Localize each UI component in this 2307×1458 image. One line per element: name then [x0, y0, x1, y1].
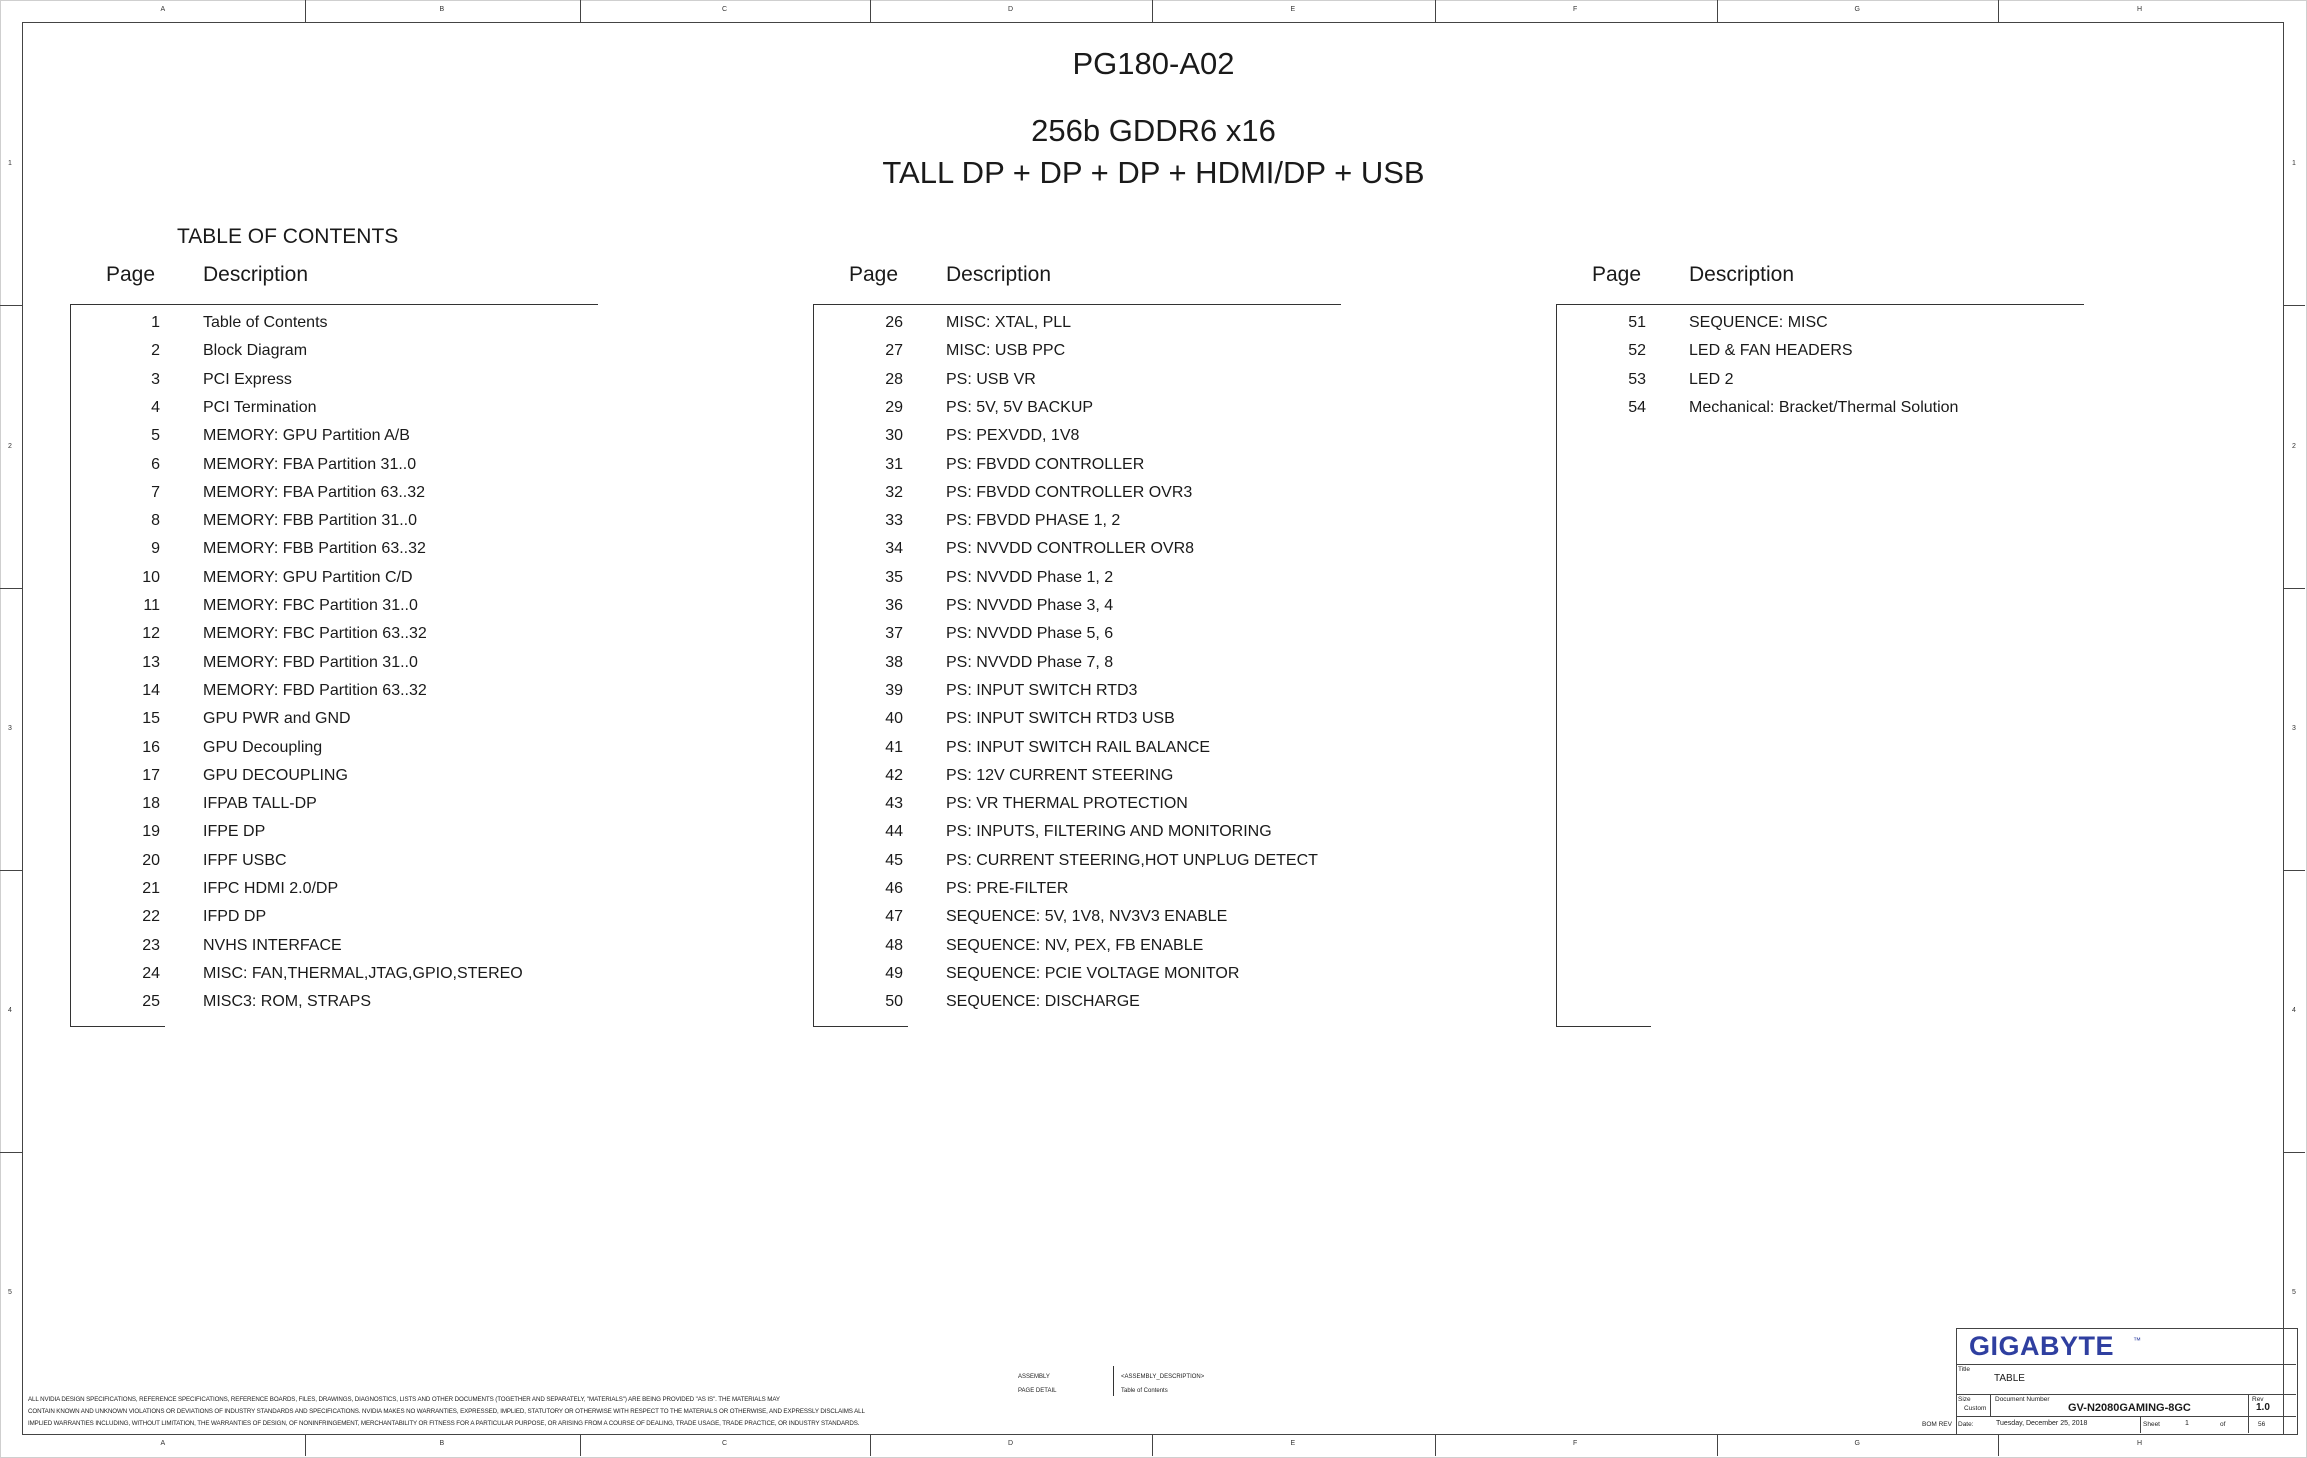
toc-page-number: 25	[142, 993, 160, 1011]
toc-description: IFPF USBC	[203, 851, 287, 869]
title-block-divider	[1990, 1394, 1991, 1416]
toc-description: Mechanical: Bracket/Thermal Solution	[1689, 398, 1959, 416]
toc-page-number: 43	[885, 795, 903, 813]
toc-description: PS: NVVDD Phase 3, 4	[946, 597, 1114, 614]
toc-description: LED 2	[1689, 370, 1734, 388]
toc-page-number: 14	[142, 681, 160, 699]
zone-tick	[1998, 1434, 1999, 1456]
gigabyte-logo: GIGABYTE	[1969, 1331, 2115, 1361]
toc-description: PS: NVVDD Phase 1, 2	[946, 568, 1114, 586]
zone-tick	[1717, 1434, 1718, 1456]
bottom-rule	[813, 1026, 908, 1027]
toc-page-number: 4	[151, 398, 160, 416]
toc-page-number: 32	[885, 483, 903, 501]
toc-page-number: 8	[151, 512, 160, 530]
toc-description: PS: CURRENT STEERING,HOT UNPLUG DETECT	[946, 851, 1318, 869]
toc-page-number: 53	[1628, 370, 1646, 388]
zone-tick	[1998, 0, 1999, 22]
zone-tick	[2283, 870, 2305, 871]
toc-description: GPU Decoupling	[203, 738, 323, 756]
zone-tick	[0, 870, 22, 871]
toc-page-number: 19	[142, 823, 160, 841]
toc-page-number: 33	[885, 512, 903, 530]
zone-row-label: 1	[2292, 159, 2296, 167]
toc-page-number: 12	[142, 625, 160, 643]
zone-tick	[1152, 0, 1153, 22]
toc-heading: TABLE OF CONTENTS	[177, 225, 399, 248]
size-label: Size	[1958, 1396, 1971, 1403]
zone-column-label: F	[1573, 6, 1578, 13]
page-column-header: Page	[1591, 263, 1641, 286]
date-label: Date:	[1958, 1421, 1974, 1428]
toc-description: MEMORY: FBB Partition 63..32	[203, 540, 426, 558]
toc-description: MISC: USB PPC	[946, 342, 1066, 360]
toc-page-number: 29	[885, 398, 903, 416]
zone-column-label: C	[722, 1440, 728, 1447]
document-number: GV-N2080GAMING-8GC	[2068, 1402, 2191, 1414]
toc-page-number: 6	[151, 455, 160, 473]
toc-page-number: 37	[885, 625, 903, 643]
zone-row-label: 4	[2292, 1007, 2296, 1014]
zone-tick	[1435, 0, 1436, 22]
zone-column-label: D	[1008, 6, 1014, 13]
toc-description: MEMORY: FBA Partition 63..32	[203, 483, 426, 501]
assembly-divider	[1113, 1366, 1114, 1396]
toc-description: GPU PWR and GND	[203, 710, 351, 728]
toc-page-number: 22	[142, 908, 160, 926]
zone-tick	[580, 1434, 581, 1456]
title-block-divider	[1956, 1416, 2296, 1417]
toc-description: MISC: FAN,THERMAL,JTAG,GPIO,STEREO	[203, 964, 523, 982]
header-rule	[70, 304, 598, 305]
toc-page-number: 51	[1628, 314, 1646, 331]
zone-row-label: 5	[8, 1289, 12, 1296]
zone-tick	[2283, 588, 2305, 589]
toc-page-number: 50	[885, 993, 903, 1011]
zone-tick	[1435, 1434, 1436, 1456]
toc-page-number: 52	[1628, 342, 1646, 360]
toc-page-number: 41	[885, 738, 903, 756]
zone-tick	[870, 0, 871, 22]
zone-tick	[0, 1152, 22, 1153]
description-column-header: Description	[203, 263, 309, 286]
toc-page-number: 5	[151, 427, 160, 445]
toc-description: IFPE DP	[203, 823, 266, 841]
toc-page-number: 35	[885, 568, 903, 586]
toc-description: Table of Contents	[203, 314, 328, 331]
toc-description: PS: NVVDD Phase 5, 6	[946, 625, 1114, 643]
zone-column-label: H	[2137, 1440, 2143, 1447]
toc-description: MEMORY: FBD Partition 31..0	[203, 653, 418, 671]
toc-page-number: 48	[885, 936, 903, 954]
toc-page-number: 3	[151, 370, 160, 388]
toc-description: MEMORY: GPU Partition A/B	[203, 427, 410, 445]
zone-column-label: B	[439, 1440, 445, 1447]
toc-page-number: 11	[143, 597, 160, 614]
toc-page-number: 15	[142, 710, 160, 728]
display-outputs: TALL DP + DP + DP + HDMI/DP + USB	[882, 155, 1425, 190]
zone-column-label: F	[1573, 1440, 1578, 1447]
zone-column-label: C	[722, 6, 728, 13]
zone-tick	[0, 588, 22, 589]
zone-tick	[870, 1434, 871, 1456]
toc-description: NVHS INTERFACE	[203, 936, 342, 954]
page-detail-value: Table of Contents	[1121, 1388, 1168, 1394]
sheet-title: TABLE	[1994, 1373, 2025, 1384]
of-label: of	[2220, 1421, 2226, 1428]
zone-row-label: 5	[2292, 1289, 2296, 1296]
date-value: Tuesday, December 25, 2018	[1996, 1420, 2088, 1427]
disclaimer-line: ALL NVIDIA DESIGN SPECIFICATIONS, REFERENCE SPECIFICATIONS, REFERENCE BOARDS, FILES, DRAWINGS, DIAGNOSTICS, LISTS AND OTHER DOCUMENTS (TOGETHER AND SEPARATELY, "MATERIALS") ARE BEING PROVIDED "AS IS". THE MATERIALS MAY	[28, 1396, 780, 1403]
toc-description: PS: NVVDD Phase 7, 8	[946, 653, 1114, 671]
toc-description: PS: VR THERMAL PROTECTION	[946, 795, 1188, 813]
zone-row-label: 4	[8, 1007, 12, 1014]
toc-description: Block Diagram	[203, 342, 308, 360]
toc-page-number: 28	[885, 370, 903, 388]
zone-row-label: 3	[8, 725, 12, 732]
toc-page-number: 7	[151, 483, 160, 501]
toc-description: PS: FBVDD PHASE 1, 2	[946, 512, 1121, 530]
toc-page-number: 26	[885, 314, 903, 331]
toc-description: IFPD DP	[203, 908, 267, 926]
zone-tick	[0, 305, 22, 306]
zone-tick	[2283, 305, 2305, 306]
toc-description: SEQUENCE: DISCHARGE	[946, 993, 1140, 1011]
assembly-values	[1121, 1370, 1204, 1398]
toc-description: PS: FBVDD CONTROLLER	[946, 455, 1145, 473]
zone-tick	[1717, 0, 1718, 22]
toc-description: GPU DECOUPLING	[203, 766, 348, 784]
zone-row-label: 2	[8, 442, 12, 450]
toc-page-number: 40	[885, 710, 903, 728]
toc-page-number: 18	[142, 795, 160, 813]
zone-tick	[2283, 1152, 2305, 1153]
toc-page-number: 21	[142, 880, 160, 897]
title-block-divider	[2248, 1394, 2249, 1433]
toc-description: SEQUENCE: PCIE VOLTAGE MONITOR	[946, 964, 1240, 982]
rev-label: Rev	[2252, 1396, 2264, 1403]
toc-description: PCI Termination	[203, 398, 317, 416]
toc-description: MEMORY: FBA Partition 31..0	[203, 455, 417, 473]
toc-page-number: 2	[151, 342, 160, 360]
memory-config: 256b GDDR6 x16	[1031, 113, 1276, 148]
zone-column-label: G	[1854, 6, 1860, 13]
toc-page-number: 46	[885, 880, 903, 897]
title-label: Title	[1958, 1366, 1971, 1373]
toc-page-number: 42	[885, 766, 903, 784]
toc-description: PS: 12V CURRENT STEERING	[946, 766, 1174, 784]
toc-page-number: 36	[885, 597, 903, 614]
legal-disclaimer	[28, 1394, 1068, 1430]
title-block-divider	[1956, 1364, 2296, 1365]
zone-column-label: B	[439, 6, 445, 13]
toc-description: MEMORY: FBB Partition 31..0	[203, 512, 418, 530]
zone-column-label: E	[1290, 1440, 1296, 1447]
toc-description: PS: INPUT SWITCH RTD3 USB	[946, 710, 1175, 728]
toc-page-number: 16	[142, 738, 160, 756]
sheet-count: 56	[2258, 1421, 2266, 1428]
toc-description: MEMORY: GPU Partition C/D	[203, 568, 413, 586]
zone-tick	[580, 0, 581, 22]
zone-column-label: E	[1290, 6, 1296, 13]
toc-page-number: 47	[885, 908, 903, 926]
disclaimer-line: IMPLIED WARRANTIES INCLUDING, WITHOUT LIMITATION, THE WARRANTIES OF DESIGN, OF NONINFRINGEMENT, MERCHANTABILITY OR FITNESS FOR A PARTICULAR PURPOSE, OR ARISING FROM A COURSE OF DEALING, TRADE USAGE, TRADE PRACTICE, OR INDUSTRY STANDARDS.	[28, 1420, 860, 1427]
size-value: Custom	[1964, 1405, 1987, 1412]
toc-page-number: 1	[151, 314, 160, 331]
toc-description: IFPC HDMI 2.0/DP	[203, 880, 339, 897]
toc-page-number: 20	[142, 851, 160, 869]
bom-rev-label: BOM REV	[1922, 1421, 1952, 1428]
zone-row-label: 2	[2292, 442, 2296, 450]
toc-description: MEMORY: FBC Partition 63..32	[203, 625, 427, 643]
toc-description: PS: NVVDD CONTROLLER OVR8	[946, 540, 1195, 558]
header-rule	[813, 304, 1341, 305]
header-rule	[1556, 304, 2084, 305]
toc-page-number: 45	[885, 851, 903, 869]
zone-tick	[305, 0, 306, 22]
toc-page-number: 23	[142, 936, 160, 954]
toc-page-number: 38	[885, 653, 903, 671]
zone-tick	[305, 1434, 306, 1456]
toc-description: MEMORY: FBD Partition 63..32	[203, 681, 427, 699]
toc-description: PS: INPUT SWITCH RTD3	[946, 681, 1138, 699]
toc-page-number: 54	[1628, 398, 1646, 416]
zone-column-label: G	[1854, 1440, 1860, 1447]
disclaimer-line: CONTAIN KNOWN AND UNKNOWN VIOLATIONS OR DEVIATIONS OF INDUSTRY STANDARDS AND SPECIFICATIONS. NVIDIA MAKES NO WARRANTIES, EXPRESSED, IMPLIED, STATUTORY OR OTHERWISE WITH RESPECT TO THE MATERIALS OR OTHERWISE, AND EXPRESSLY DISCLAIMS ALL	[28, 1408, 865, 1415]
description-column-header: Description	[1689, 263, 1795, 286]
toc-description: MEMORY: FBC Partition 31..0	[203, 597, 418, 614]
revision: 1.0	[2256, 1402, 2270, 1413]
toc-page-number: 10	[142, 568, 160, 586]
toc-description: LED & FAN HEADERS	[1689, 342, 1853, 360]
page-column-header: Page	[105, 263, 155, 286]
bottom-rule	[70, 1026, 165, 1027]
sheet-number: 1	[2185, 1420, 2189, 1427]
zone-column-label: H	[2137, 6, 2143, 13]
toc-description: PS: INPUT SWITCH RAIL BALANCE	[946, 738, 1211, 756]
page-column-header: Page	[848, 263, 898, 286]
toc-description: IFPAB TALL-DP	[203, 795, 317, 813]
docnum-label: Document Number	[1995, 1396, 2050, 1403]
sheet-label: Sheet	[2143, 1421, 2160, 1428]
title-block-divider	[2140, 1416, 2141, 1433]
assembly-label: ASSEMBLY	[1018, 1374, 1050, 1380]
toc-description: PS: INPUTS, FILTERING AND MONITORING	[946, 823, 1272, 841]
toc-description: SEQUENCE: 5V, 1V8, NV3V3 ENABLE	[946, 908, 1228, 926]
assembly-labels	[1018, 1370, 1056, 1398]
toc-page-number: 24	[142, 964, 160, 982]
toc-description: PS: FBVDD CONTROLLER OVR3	[946, 483, 1193, 501]
zone-column-label: A	[160, 1440, 166, 1447]
toc-description: PS: USB VR	[946, 370, 1036, 388]
toc-description: SEQUENCE: MISC	[1689, 314, 1828, 331]
page-detail-label: PAGE DETAIL	[1018, 1388, 1057, 1394]
trademark-mark: ™	[2133, 1336, 2141, 1345]
toc-page-number: 44	[885, 823, 903, 841]
toc-page-number: 17	[142, 766, 160, 784]
board-title: PG180-A02	[1072, 46, 1235, 81]
toc-description: PS: PEXVDD, 1V8	[946, 427, 1080, 445]
toc-page-number: 27	[885, 342, 903, 360]
toc-page-number: 31	[885, 455, 903, 473]
bottom-rule	[1556, 1026, 1651, 1027]
zone-tick	[1152, 1434, 1153, 1456]
toc-description: MISC: XTAL, PLL	[946, 314, 1072, 331]
zone-column-label: A	[160, 6, 166, 13]
toc-page-number: 39	[885, 681, 903, 699]
toc-description: SEQUENCE: NV, PEX, FB ENABLE	[946, 936, 1204, 954]
toc-page-number: 13	[142, 653, 160, 671]
assembly-value: <ASSEMBLY_DESCRIPTION>	[1121, 1374, 1205, 1380]
zone-column-label: D	[1008, 1440, 1014, 1447]
toc-description: PCI Express	[203, 370, 292, 388]
toc-description: PS: 5V, 5V BACKUP	[946, 398, 1094, 416]
toc-description: MISC3: ROM, STRAPS	[203, 993, 372, 1011]
zone-row-label: 1	[8, 159, 12, 167]
toc-page-number: 49	[885, 964, 903, 982]
description-column-header: Description	[946, 263, 1052, 286]
zone-row-label: 3	[2292, 725, 2296, 732]
toc-page-number: 9	[151, 540, 160, 558]
toc-description: PS: PRE-FILTER	[946, 880, 1069, 897]
toc-page-number: 34	[885, 540, 903, 558]
title-block-divider	[1956, 1394, 2296, 1395]
toc-page-number: 30	[885, 427, 903, 445]
